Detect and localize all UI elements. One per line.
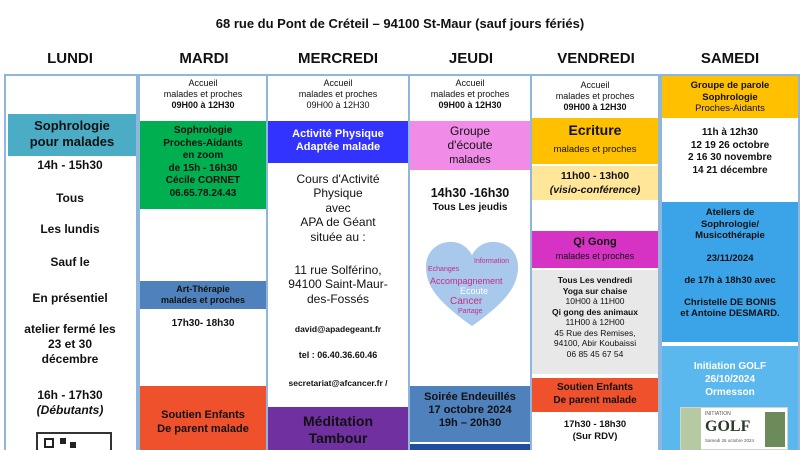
ateliers-time: de 17h à 18h30 avec [684, 275, 776, 286]
lundi-closed-note [6, 322, 134, 367]
soutien-time-vendredi [532, 419, 658, 443]
soiree-date: 17 octobre 2024 [428, 404, 512, 416]
soutien-sub: De parent malade [553, 394, 637, 406]
soiree-time: 19h – 20h30 [438, 417, 502, 429]
green-line-6: 06.65.78.24.43 [169, 187, 237, 199]
day-vendredi: VENDREDI [557, 50, 635, 67]
closed-line-3: décembre [41, 352, 99, 366]
info-line-8: 06 85 45 67 54 [566, 348, 624, 359]
ateliers-people-1: Christelle DE BONIS [684, 296, 776, 308]
green-line-1: Sophrologie [173, 125, 233, 136]
heart-word-2: Information [474, 258, 510, 265]
apa-box [268, 121, 408, 163]
groupe-line-3: malades [449, 153, 491, 166]
info-line-2: Yoga sur chaise [562, 285, 628, 296]
day-lundi: LUNDI [47, 50, 93, 67]
jeudi-time: 14h30 -16h30 [430, 186, 510, 200]
green-line-5: Cécile CORNET [165, 175, 241, 187]
ecriture-time: 11h00 - 13h00 [560, 170, 630, 182]
accueil-jeudi [410, 78, 530, 111]
samedi-dates [662, 127, 798, 177]
accueil-hours: 09H00 à 12H30 [438, 100, 502, 110]
apa-text-3: avec [325, 200, 351, 215]
accueil-vendredi [532, 80, 658, 113]
qr-code-icon [36, 432, 112, 450]
sophrologie-malades-box [8, 114, 136, 156]
apa-text-4: APA de Géant [300, 215, 376, 230]
soutien-title: Soutien Enfants [556, 382, 634, 393]
apa-description [268, 172, 408, 244]
lundi-time-2: 16h - 17h30 [37, 388, 103, 402]
info-line-4: Qi gong des animaux [552, 306, 638, 317]
apa-tel: tel : 06.40.36.60.46 [298, 350, 378, 360]
heart-word-1: Echanges [428, 266, 460, 273]
soutien-title: Soutien Enfants [161, 409, 245, 421]
day-mercredi: MERCREDI [297, 50, 378, 67]
heart-word-5: Cancer [450, 296, 483, 307]
info-line-6: 45 Rue des Remises, [554, 327, 636, 338]
soutien-sub: De parent malade [157, 423, 249, 435]
accueil-title: Accueil [455, 78, 485, 88]
ecriture-box [532, 118, 658, 164]
day-jeudi: JEUDI [448, 50, 494, 67]
apa-sub: Adaptée malade [295, 141, 381, 153]
addr-line-1: 11 rue Solférino, [294, 263, 382, 277]
apa-email-link[interactable]: david@apadegeant.fr [294, 324, 382, 334]
parole-line-2: Sophrologie [702, 91, 758, 103]
ateliers-box [662, 202, 798, 342]
qigong-sub: malades et proches [555, 251, 635, 261]
lundi-time: 14h - 15h30 [37, 158, 103, 172]
art-time: 17h30- 18h30 [171, 318, 235, 329]
accueil-hours: 09H00 à 12H30 [306, 100, 370, 110]
parole-line-3: Proches-Aidants [695, 103, 765, 114]
day-samedi: SAMEDI [700, 50, 760, 67]
soutien-enfants-mardi [140, 386, 266, 450]
apa-title: Activité Physique [292, 128, 384, 140]
heart-word-3: Accompagnement [430, 276, 503, 286]
info-line-5: 11H00 à 12H00 [565, 317, 625, 327]
golf-title: Initiation GOLF [693, 361, 767, 372]
ateliers-line-3: Musicothérapie [695, 230, 765, 241]
accueil-title: Accueil [188, 78, 218, 88]
meditation-box [268, 407, 408, 450]
samedi-date-1: 11h à 12h30 [701, 127, 759, 138]
soutien-mode: (Sur RDV) [572, 431, 618, 442]
art-sub: malades et proches [160, 295, 246, 305]
apa-text-2: Physique [313, 186, 363, 201]
info-line-7: 94100, Abir Koubaissi [553, 338, 637, 348]
golf-poster-word: GOLF [705, 418, 751, 435]
ecriture-sub: malades et proches [553, 144, 637, 155]
golf-place: Ormesson [705, 387, 755, 398]
golf-poster-photo [681, 408, 701, 450]
soutien-time: 17h30 - 18h30 [563, 419, 627, 430]
address-header: 68 rue du Pont de Créteil – 94100 St-Maur (sauf jours fériés) [215, 16, 585, 31]
green-line-4: de 15h - 16h30 [168, 162, 238, 174]
info-line-1: Tous Les vendredi [557, 275, 633, 285]
sophrologie-proches-box [140, 121, 266, 209]
accueil-hours: 09H00 à 12H30 [171, 100, 235, 110]
jeudi-sub: Tous Les jeudis [432, 202, 508, 213]
ateliers-date: 23/11/2024 [706, 252, 754, 264]
meditation-sub: Tambour [308, 430, 368, 446]
accueil-title: Accueil [323, 78, 353, 88]
golf-poster-photo-right [765, 412, 785, 447]
info-line-3: 10H00 à 11H00 [565, 296, 625, 306]
addr-line-3: des-Fossés [306, 291, 370, 306]
samedi-date-4: 14 21 décembre [692, 164, 768, 176]
groupe-line-1: Groupe [449, 124, 491, 138]
soutien-enfants-vendredi [532, 378, 658, 412]
samedi-date-3: 2 16 30 novembre [688, 152, 772, 163]
closed-line-1: atelier fermé les [24, 322, 116, 336]
soiree-endeuilles-box [410, 386, 530, 442]
lundi-line-3: Sauf le [50, 255, 90, 269]
soiree-title: Soirée Endeuillés [424, 391, 516, 403]
golf-poster-date: Samedi 26 octobre 2024 [705, 438, 755, 443]
groupe-parole-box [662, 76, 798, 118]
qigong-title: Qi Gong [573, 236, 617, 248]
golf-date: 26/10/2024 [704, 374, 756, 385]
lundi-line-1: Tous [56, 191, 84, 205]
accueil-mardi [140, 78, 266, 111]
green-line-3: en zoom [182, 150, 224, 162]
lundi-line-2: Les lundis [40, 222, 100, 236]
accueil-sub: malades et proches [430, 89, 510, 99]
day-mardi: MARDI [179, 50, 229, 67]
golf-poster-top: INITIATION [705, 411, 731, 417]
apa-text-1: Cours d'Activité [296, 172, 380, 186]
apa-text-5: située au : [310, 229, 366, 244]
meditation-title: Méditation [303, 413, 373, 429]
golf-poster-image [680, 407, 788, 450]
ecriture-mode: (visio-conférence) [549, 184, 641, 196]
ateliers-line-1: Ateliers de [705, 207, 755, 218]
secretariat-email-link[interactable]: secretariat@afcancer.fr / [288, 378, 388, 388]
apa-address [268, 263, 408, 306]
jeudi-bottom-box [410, 444, 530, 450]
ecriture-title: Ecriture [568, 122, 622, 138]
sophrologie-subtitle: pour malades [29, 134, 115, 149]
art-therapie-box [140, 281, 266, 309]
groupe-line-2: d'écoute [447, 138, 493, 153]
accueil-sub: malades et proches [163, 89, 243, 99]
ecriture-time-box [532, 166, 658, 200]
groupe-ecoute-box [410, 121, 530, 170]
sophrologie-title: Sophrologie [34, 118, 110, 133]
heart-word-4: Ecoute [460, 286, 489, 296]
art-title: Art-Thérapie [176, 284, 230, 294]
ateliers-line-2: Sophrologie/ [700, 218, 760, 230]
accueil-sub: malades et proches [298, 89, 378, 99]
vendredi-info-box [532, 270, 658, 374]
lundi-line-4: En présentiel [32, 291, 108, 305]
lundi-level: (Débutants) [36, 403, 104, 417]
samedi-date-2: 12 19 26 octobre [690, 139, 770, 151]
closed-line-2: 23 et 30 [47, 337, 93, 351]
accueil-mercredi [268, 78, 408, 111]
qigong-box [532, 231, 658, 268]
addr-line-2: 94100 Saint-Maur- [288, 277, 388, 292]
green-line-2: Proches-Aidants [163, 137, 243, 149]
ateliers-people-2: et Antoine DESMARD. [680, 308, 780, 319]
accueil-hours: 09H00 à 12H30 [563, 102, 627, 112]
accueil-title: Accueil [580, 80, 610, 90]
heart-word-6: Partage [458, 308, 483, 315]
accueil-sub: malades et proches [555, 91, 635, 101]
parole-line-1: Groupe de parole [690, 80, 770, 91]
